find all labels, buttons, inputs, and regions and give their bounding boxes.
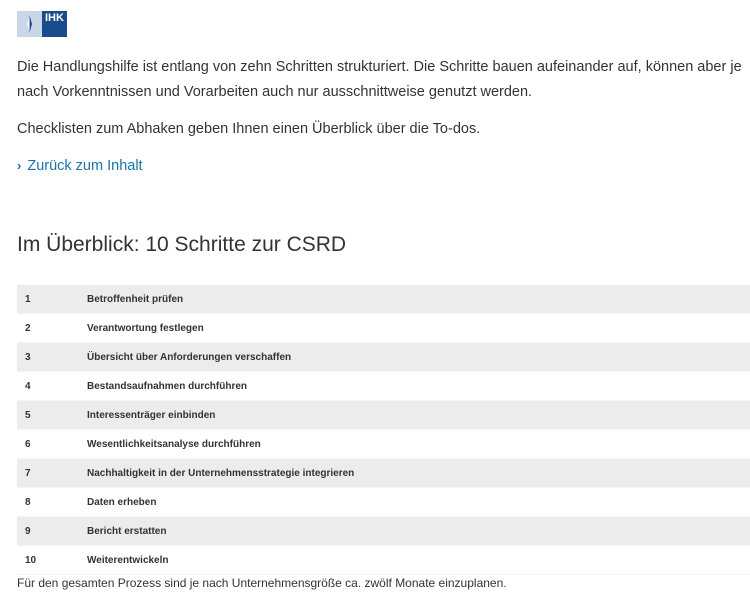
- intro-paragraph: Die Handlungshilfe ist entlang von zehn Schritten strukturiert. Die Schritte bauen aufeinander auf, können aber je nach Vorkenntnissen und Vorarbeiten auch nur ausschnittweise genutzt werden.: [17, 59, 742, 100]
- steps-table: [17, 285, 750, 575]
- step-label: Bericht erstatten: [87, 517, 750, 546]
- step-number: 2: [17, 314, 87, 343]
- step-label: Übersicht über Anforderungen verschaffen: [87, 343, 750, 372]
- ihk-logo[interactable]: [17, 11, 67, 37]
- step-number: 7: [17, 459, 87, 488]
- chevron-right-icon: ›: [17, 158, 22, 173]
- table-row: [17, 488, 750, 517]
- table-row: [17, 459, 750, 488]
- step-label: Wesentlichkeitsanalyse durchführen: [87, 430, 750, 459]
- step-number: 8: [17, 488, 87, 517]
- table-row: [17, 546, 750, 575]
- step-label: Verantwortung festlegen: [87, 314, 750, 343]
- step-number: 1: [17, 285, 87, 314]
- back-to-contents-link[interactable]: [17, 155, 143, 177]
- step-label: Bestandsaufnahmen durchführen: [87, 372, 750, 401]
- step-label: Betroffenheit prüfen: [87, 285, 750, 314]
- step-number: 6: [17, 430, 87, 459]
- step-label: Weiterentwickeln: [87, 546, 750, 575]
- table-row: [17, 343, 750, 372]
- back-link-label: Zurück zum Inhalt: [27, 158, 143, 174]
- step-number: 3: [17, 343, 87, 372]
- step-label: Nachhaltigkeit in der Unternehmensstrategie integrieren: [87, 459, 750, 488]
- table-row: [17, 314, 750, 343]
- table-row: [17, 285, 750, 314]
- step-number: 4: [17, 372, 87, 401]
- section-title: Im Überblick: 10 Schritte zur CSRD: [17, 233, 347, 256]
- step-label: Daten erheben: [87, 488, 750, 517]
- table-row: [17, 401, 750, 430]
- step-label: Interessenträger einbinden: [87, 401, 750, 430]
- step-number: 10: [17, 546, 87, 575]
- logo-text: IHK: [42, 11, 67, 37]
- checklist-paragraph: Checklisten zum Abhaken geben Ihnen einen Überblick über die To-dos.: [17, 121, 481, 137]
- step-number: 5: [17, 401, 87, 430]
- ihk-emblem-icon: [17, 11, 42, 37]
- table-row: [17, 430, 750, 459]
- table-row: [17, 517, 750, 546]
- table-row: [17, 372, 750, 401]
- footnote: Für den gesamten Prozess sind je nach Unternehmensgröße ca. zwölf Monate einzuplanen.: [17, 576, 507, 590]
- step-number: 9: [17, 517, 87, 546]
